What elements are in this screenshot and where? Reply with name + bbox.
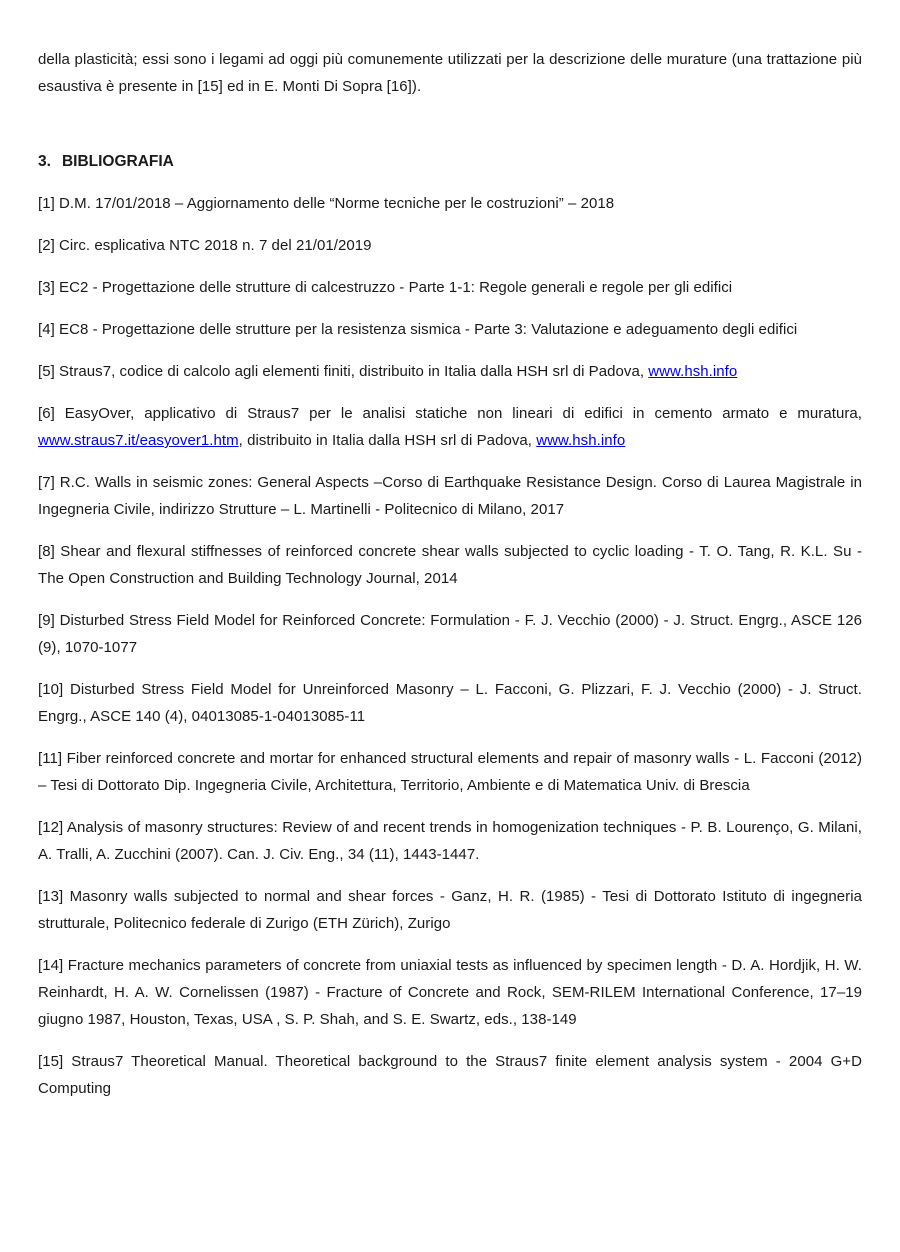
reference-text: [4] EC8 - Progettazione delle strutture per la resistenza sismica - Parte 3: Valutazione e adeguamento degli edifici xyxy=(38,321,798,338)
reference-item xyxy=(38,883,862,937)
reference-item xyxy=(38,676,862,730)
reference-text: [2] Circ. esplicativa NTC 2018 n. 7 del 21/01/2019 xyxy=(38,237,372,254)
reference-text: [7] R.C. Walls in seismic zones: General Aspects –Corso di Earthquake Resistance Design. Corso di Laurea Magistrale in Ingegneria Civile, indirizzo Strutture – L. Martinelli - Politecnico di Milano, 2017 xyxy=(38,474,862,518)
reference-item xyxy=(38,952,862,1033)
section-title: BIBLIOGRAFIA xyxy=(61,153,174,170)
reference-text: [8] Shear and flexural stiffnesses of reinforced concrete shear walls subjected to cyclic loading - T. O. Tang, R. K.L. Su - The Open Construction and Building Technology Journal, 2014 xyxy=(38,543,862,587)
reference-item xyxy=(38,745,862,799)
reference-item xyxy=(38,316,862,343)
section-heading xyxy=(38,148,862,175)
reference-text: [15] Straus7 Theoretical Manual. Theoretical background to the Straus7 finite element analysis system - 2004 G+D Computing xyxy=(38,1053,862,1097)
reference-item xyxy=(38,400,862,454)
reference-link[interactable]: www.hsh.info xyxy=(536,432,626,449)
reference-item xyxy=(38,814,862,868)
reference-item xyxy=(38,190,862,217)
reference-item xyxy=(38,538,862,592)
reference-item xyxy=(38,358,862,385)
reference-text: [9] Disturbed Stress Field Model for Reinforced Concrete: Formulation - F. J. Vecchio (2000) - J. Struct. Engrg., ASCE 126 (9), 1070-1077 xyxy=(38,612,862,656)
reference-link[interactable]: www.hsh.info xyxy=(648,363,738,380)
reference-link[interactable]: www.straus7.it/easyover1.htm xyxy=(38,432,239,449)
section-number: 3. xyxy=(38,153,51,170)
reference-text: [10] Disturbed Stress Field Model for Unreinforced Masonry – L. Facconi, G. Plizzari, F. J. Vecchio (2000) - J. Struct. Engrg., ASCE 140 (4), 04013085-1-04013085-11 xyxy=(38,681,862,725)
reference-text: [5] Straus7, codice di calcolo agli elementi finiti, distribuito in Italia dalla HSH srl di Padova, xyxy=(38,363,649,380)
intro-paragraph: della plasticità; essi sono i legami ad oggi più comunemente utilizzati per la descrizione delle murature (una trattazione più esaustiva è presente in [15] ed in E. Monti Di Sopra [16]). xyxy=(38,51,862,95)
reference-list xyxy=(38,190,862,1102)
reference-text: , distribuito in Italia dalla HSH srl di Padova, xyxy=(238,432,537,449)
reference-item xyxy=(38,274,862,301)
reference-text: [1] D.M. 17/01/2018 – Aggiornamento delle “Norme tecniche per le costruzioni” – 2018 xyxy=(38,195,615,212)
reference-item xyxy=(38,1048,862,1102)
reference-text: [6] EasyOver, applicativo di Straus7 per le analisi statiche non lineari di edifici in cemento armato e muratura, xyxy=(38,405,862,422)
reference-item xyxy=(38,607,862,661)
reference-item xyxy=(38,232,862,259)
reference-text: [11] Fiber reinforced concrete and mortar for enhanced structural elements and repair of masonry walls - L. Facconi (2012) – Tesi di Dottorato Dip. Ingegneria Civile, Architettura, Territorio, Ambiente e di Matematica Univ. di Brescia xyxy=(38,750,862,794)
reference-text: [13] Masonry walls subjected to normal and shear forces - Ganz, H. R. (1985) - Tesi di Dottorato Istituto di ingegneria strutturale, Politecnico federale di Zurigo (ETH Zürich), Zurigo xyxy=(38,888,862,932)
reference-text: [3] EC2 - Progettazione delle strutture di calcestruzzo - Parte 1-1: Regole generali e regole per gli edifici xyxy=(38,279,733,296)
reference-item xyxy=(38,469,862,523)
reference-text: [14] Fracture mechanics parameters of concrete from uniaxial tests as influenced by specimen length - D. A. Hordjik, H. W. Reinhardt, H. A. W. Cornelissen (1987) - Fracture of Concrete and Rock, SEM-RILEM International Conference, 17–19 giugno 1987, Houston, Texas, USA , S. P. Shah, and S. E. Swartz, eds., 138-149 xyxy=(38,957,862,1028)
reference-text: [12] Analysis of masonry structures: Review of and recent trends in homogenization techniques - P. B. Lourenço, G. Milani, A. Tralli, A. Zucchini (2007). Can. J. Civ. Eng., 34 (11), 1443-1447. xyxy=(38,819,862,863)
